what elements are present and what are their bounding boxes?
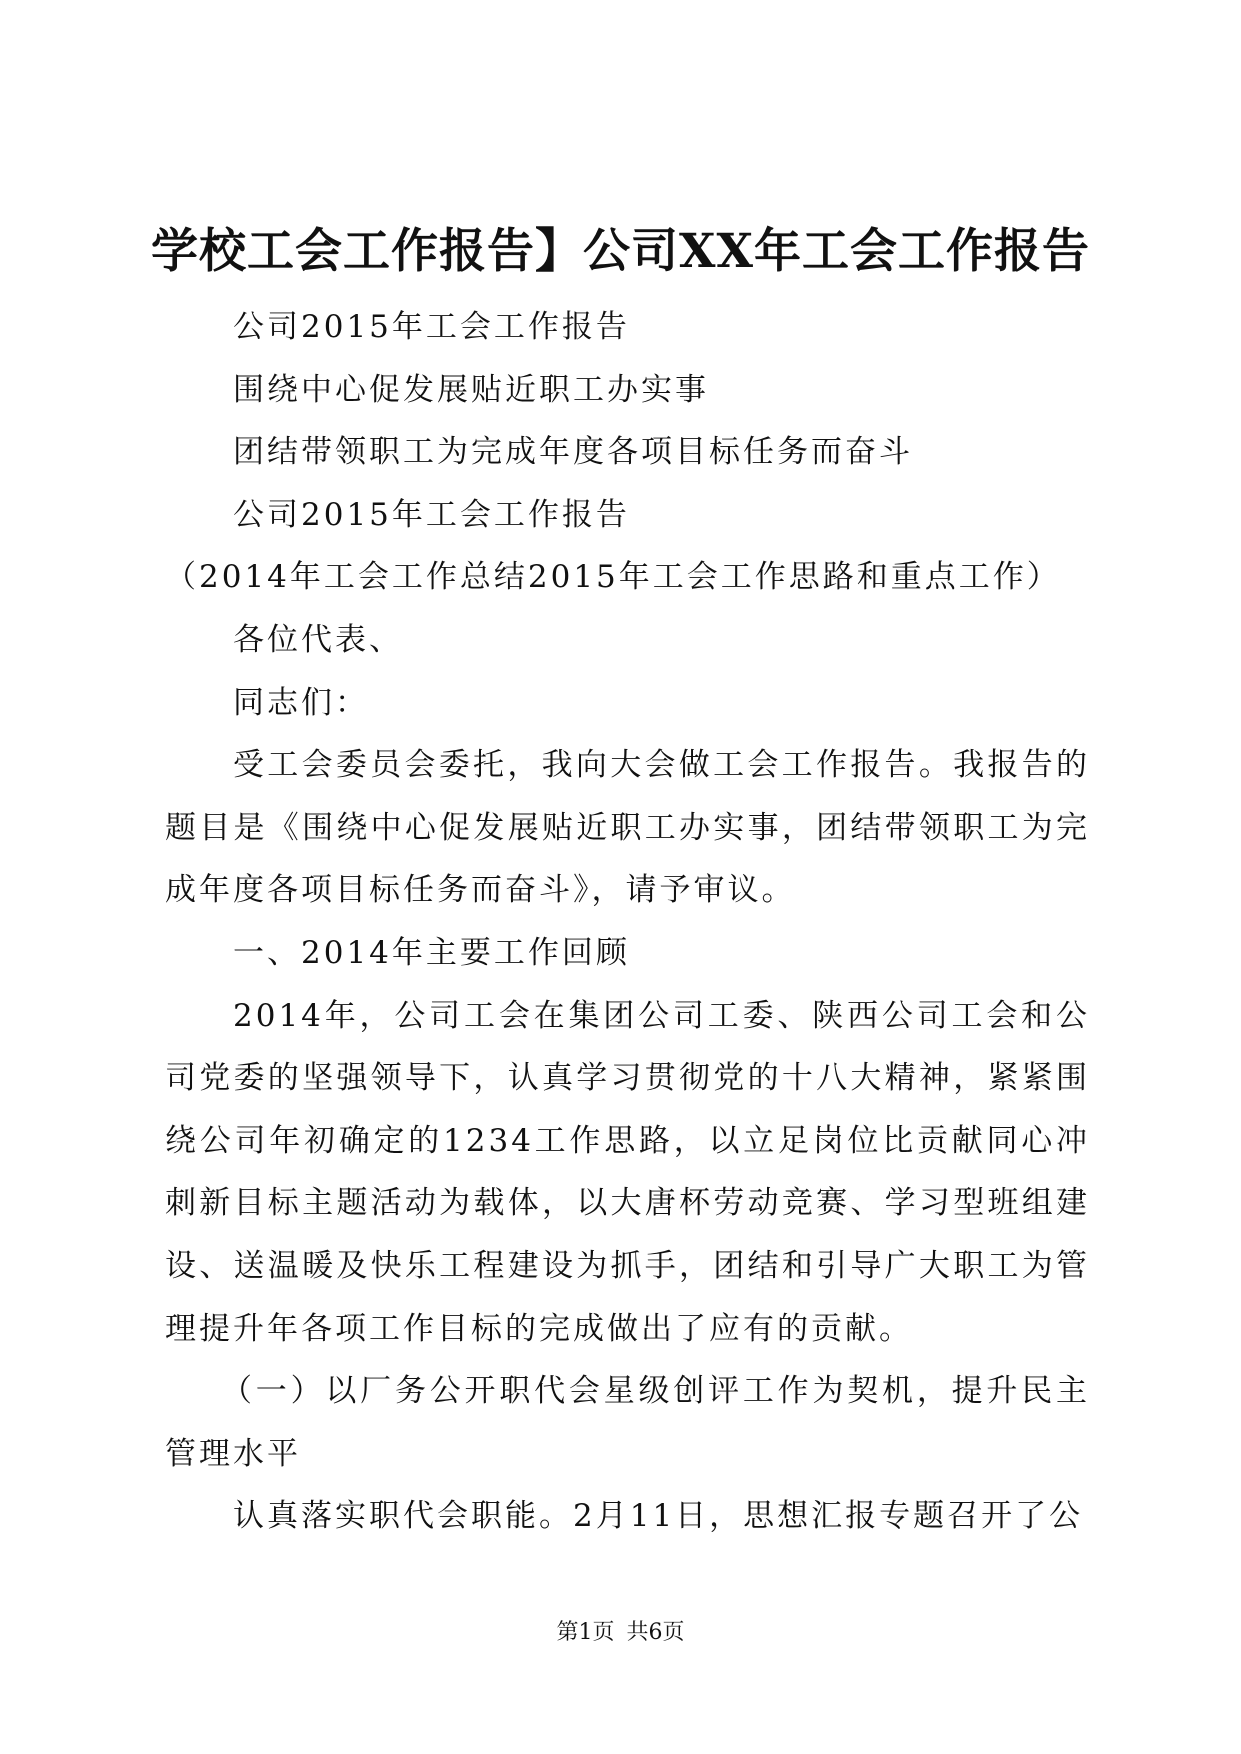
paragraph: 团结带领职工为完成年度各项目标任务而奋斗	[233, 434, 913, 471]
paragraph: 公司2015年工会工作报告	[233, 309, 630, 345]
section-heading: 一、2014年主要工作回顾	[233, 934, 630, 971]
paragraph: （2014年工会工作总结2015年工会工作思路和重点工作）	[165, 559, 1061, 596]
paragraph: 公司2015年工会工作报告	[233, 496, 630, 533]
document-body	[165, 296, 1090, 1548]
paragraph: 围绕中心促发展贴近职工办实事	[233, 371, 709, 408]
page-total: 共6页	[626, 1620, 685, 1645]
subsection-heading: （一）以厂务公开职代会星级创评工作为契机，提升民主管理水平	[165, 1373, 1090, 1472]
paragraph: 2014年，公司工会在集团公司工委、陕西公司工会和公司党委的坚强领导下，认真学习贯彻党的十八大精神，紧紧围绕公司年初确定的1234工作思路，以立足岗位比贡献同心冲刺新目标主题活动为载体，以大唐杯劳动竞赛、学习型班组建设、送温暖及快乐工程建设为抓手，团结和引导广大职工为管理提升年各项工作目标的完成做出了应有的贡献。	[165, 997, 1090, 1347]
paragraph: 认真落实职代会职能。2月11日，思想汇报专题召开了公	[233, 1498, 1084, 1535]
paragraph: 各位代表、	[233, 621, 403, 658]
page-footer	[0, 1618, 1241, 1648]
page-number: 第1页	[556, 1620, 615, 1645]
document-title: 学校工会工作报告】公司XX年工会工作报告	[151, 224, 1090, 279]
paragraph: 受工会委员会委托，我向大会做工会工作报告。我报告的题目是《围绕中心促发展贴近职工办实事，团结带领职工为完成年度各项目标任务而奋斗》，请予审议。	[165, 747, 1090, 909]
paragraph: 同志们：	[233, 684, 369, 721]
